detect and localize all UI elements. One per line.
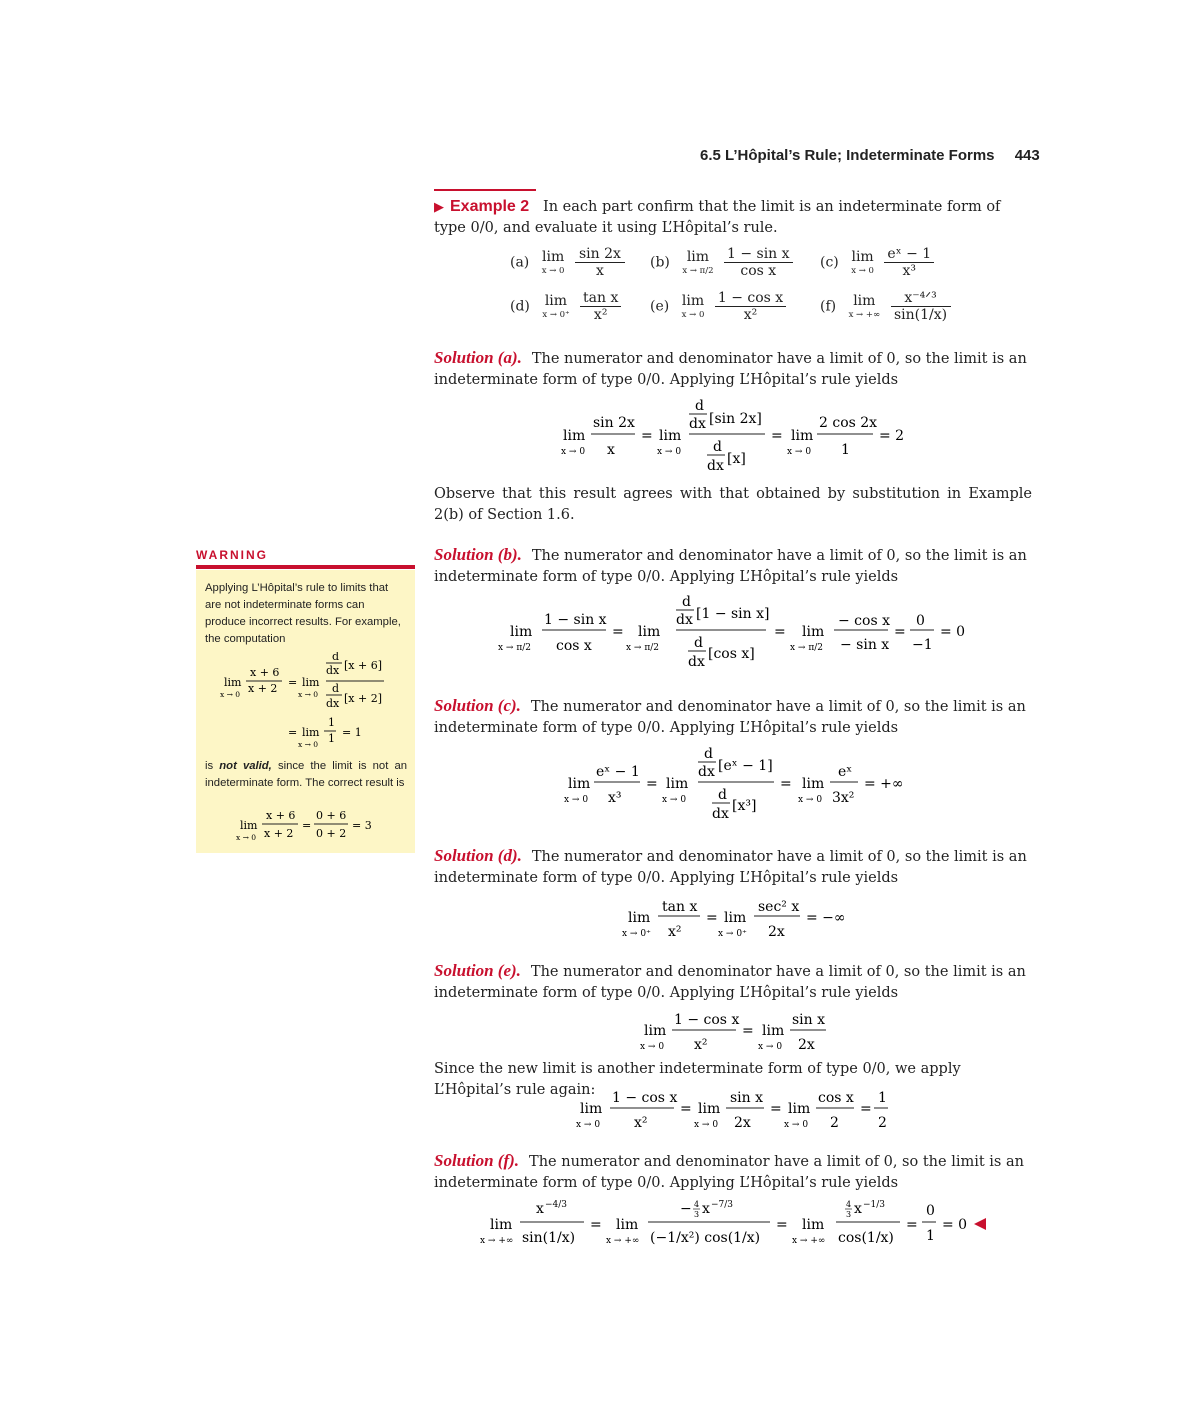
example-text: In each part confirm that the limit is an indeterminate form of type 0/0, and evaluate it using L’Hôpital’s rule.	[434, 199, 1001, 236]
svg-text:lim: lim	[638, 624, 661, 640]
svg-text:=: =	[641, 428, 653, 444]
svg-text:x²: x²	[634, 1115, 648, 1131]
svg-text:x → +∞: x → +∞	[480, 1236, 514, 1246]
svg-text:[cos x]: [cos x]	[708, 646, 755, 662]
svg-text:=: =	[776, 1217, 788, 1233]
svg-text:lim: lim	[788, 1101, 811, 1117]
svg-text:x → 0: x → 0	[561, 447, 586, 457]
equation-c	[560, 744, 920, 828]
svg-text:0: 0	[926, 1203, 935, 1219]
svg-text:[sin 2x]: [sin 2x]	[709, 411, 762, 427]
solution-body: The numerator and denominator have a limit of 0, so the limit is an indeterminate form of type 0/0. Applying L’Hôpital’s rule yields	[434, 351, 1027, 388]
svg-text:= 2: = 2	[879, 428, 905, 444]
svg-text:=: =	[646, 776, 658, 792]
warning-title: WARNING	[196, 548, 268, 562]
svg-text:x + 2: x + 2	[264, 827, 294, 840]
svg-text:eˣ: eˣ	[838, 764, 853, 780]
part-tag: (a)	[510, 254, 530, 271]
part-tag: (f)	[820, 298, 837, 315]
svg-text:lim: lim	[644, 1023, 667, 1039]
svg-text:1: 1	[328, 732, 335, 745]
again-text: Since the new limit is another indeterminate form of type 0/0, we apply L’Hôpital’s rule again:	[434, 1061, 961, 1098]
part-tag: (b)	[650, 254, 670, 271]
svg-text:− cos x: − cos x	[838, 613, 890, 629]
svg-text:d: d	[682, 594, 691, 610]
svg-text:x → +∞: x → +∞	[792, 1236, 826, 1246]
svg-text:lim: lim	[563, 428, 586, 444]
page-number: 443	[1014, 147, 1040, 164]
solution-e-text	[434, 960, 1032, 1004]
part-a: (a) lim x → 0 $\frac{\sin 2x}{x}$	[510, 246, 625, 279]
solution-d-text	[434, 845, 1032, 889]
svg-text:lim: lim	[616, 1217, 639, 1233]
svg-text:dx: dx	[689, 416, 706, 432]
svg-text:x → 0: x → 0	[657, 447, 682, 457]
equation-f	[480, 1198, 1000, 1250]
svg-text:2x: 2x	[768, 924, 785, 940]
solution-a-text	[434, 347, 1032, 391]
svg-text:x³: x³	[608, 790, 622, 806]
svg-text:=: =	[590, 1217, 602, 1233]
denominator: x	[595, 263, 604, 279]
svg-text:sin x: sin x	[730, 1090, 764, 1106]
svg-text:x → π/2: x → π/2	[790, 643, 824, 653]
svg-text:lim: lim	[490, 1217, 513, 1233]
svg-text:lim: lim	[659, 428, 682, 444]
svg-text:dx: dx	[712, 806, 729, 822]
svg-text:tan x: tan x	[662, 899, 698, 915]
svg-text:[x³]: [x³]	[732, 798, 757, 814]
svg-text:0 + 6: 0 + 6	[316, 810, 347, 822]
svg-text:= +∞: = +∞	[864, 776, 904, 792]
svg-text:1: 1	[878, 1090, 887, 1106]
svg-text:d: d	[718, 787, 727, 803]
svg-text:x → 0: x → 0	[784, 1120, 809, 1130]
svg-text:=: =	[906, 1217, 918, 1233]
svg-text:− sin x: − sin x	[840, 637, 890, 653]
warning-equation-2	[236, 810, 386, 848]
svg-text:3: 3	[694, 1210, 700, 1219]
triangle-marker-icon: ▶	[434, 200, 444, 215]
svg-text:= 3: = 3	[352, 819, 372, 832]
svg-text:=: =	[860, 1101, 872, 1117]
svg-text:x: x	[536, 1201, 544, 1217]
example-rule	[434, 189, 536, 191]
svg-text:=: =	[302, 819, 312, 832]
numerator: eˣ − 1	[884, 246, 934, 263]
svg-text:cos(1/x): cos(1/x)	[838, 1230, 894, 1246]
solution-f-text	[434, 1150, 1032, 1194]
solution-label: Solution (c).	[434, 696, 521, 715]
svg-text:[eˣ − 1]: [eˣ − 1]	[718, 758, 773, 774]
svg-text:1 − cos x: 1 − cos x	[674, 1012, 740, 1028]
svg-text:x + 2: x + 2	[248, 682, 278, 695]
svg-text:2: 2	[830, 1115, 839, 1131]
part-tag: (d)	[510, 298, 530, 315]
warning-equation-1	[218, 652, 408, 754]
numerator: 1 − sin x	[724, 246, 793, 263]
equation-b	[498, 592, 978, 676]
solution-label: Solution (f).	[434, 1151, 520, 1170]
svg-text:= 0: = 0	[940, 624, 966, 640]
example-parts	[510, 246, 1030, 332]
svg-text:1: 1	[926, 1228, 935, 1244]
solution-b-text	[434, 544, 1032, 588]
equation-d	[620, 894, 860, 942]
limit-sub: x → 0	[541, 265, 565, 276]
warning-text-post: since the limit is not an indeterminate form. The correct result is	[205, 760, 408, 789]
svg-text:x + 6: x + 6	[250, 666, 280, 679]
limit-sub: x → π/2	[682, 265, 714, 276]
svg-text:cos x: cos x	[818, 1090, 854, 1106]
svg-text:cos x: cos x	[556, 638, 592, 654]
svg-text:[x + 6]: [x + 6]	[344, 659, 382, 672]
solution-body: The numerator and denominator have a limit of 0, so the limit is an indeterminate form of type 0/0. Applying L’Hôpital’s rule yields	[434, 699, 1026, 736]
svg-text:4: 4	[694, 1200, 700, 1209]
equation-a	[555, 396, 915, 478]
denominator: x²	[593, 307, 608, 323]
solution-label: Solution (b).	[434, 545, 522, 564]
numerator: tan x	[580, 290, 621, 307]
svg-text:−: −	[680, 1201, 692, 1217]
svg-text:= 0: = 0	[942, 1217, 968, 1233]
svg-text:x → 0: x → 0	[576, 1120, 601, 1130]
warning-emphasis: not valid,	[219, 760, 272, 772]
svg-text:=: =	[288, 676, 298, 689]
denominator: sin(1/x)	[893, 307, 948, 323]
svg-text:dx: dx	[707, 458, 724, 474]
svg-text:x: x	[607, 442, 615, 458]
svg-text:0: 0	[916, 613, 925, 629]
svg-text:[x + 2]: [x + 2]	[344, 692, 382, 705]
svg-text:−4/3: −4/3	[545, 1200, 568, 1210]
solution-c-text	[434, 695, 1032, 739]
svg-text:x → 0: x → 0	[298, 740, 319, 749]
svg-text:d: d	[332, 682, 340, 695]
solution-label: Solution (a).	[434, 348, 522, 367]
part-b: (b) lim x → π/2 $\frac{\text{1 − sin x}}{\text{cos x}}$	[650, 246, 793, 279]
warning-bar	[196, 565, 415, 569]
svg-text:=: =	[680, 1101, 692, 1117]
limit-sub: x → 0⁺	[542, 309, 570, 320]
svg-text:1: 1	[841, 442, 850, 458]
svg-text:x → 0: x → 0	[298, 690, 319, 699]
numerator: 1 − cos x	[715, 290, 786, 307]
svg-text:lim: lim	[510, 624, 533, 640]
example-intro	[434, 196, 1034, 239]
warning-text-pre: is	[205, 760, 214, 772]
end-of-example-icon	[974, 1218, 986, 1230]
svg-text:4: 4	[846, 1200, 852, 1209]
svg-text:lim: lim	[802, 776, 825, 792]
part-e: (e) lim x → 0 $\frac{\text{1 − cos x}}{\text{x²}}$	[650, 290, 786, 323]
solution-body: The numerator and denominator have a limit of 0, so the limit is an indeterminate form of type 0/0. Applying L’Hôpital’s rule yields	[434, 964, 1026, 1001]
svg-text:lim: lim	[628, 910, 651, 926]
svg-text:1 − cos x: 1 − cos x	[612, 1090, 678, 1106]
example-label: Example 2	[450, 198, 530, 215]
equation-e2	[576, 1086, 896, 1134]
svg-text:lim: lim	[724, 910, 747, 926]
svg-text:=: =	[612, 624, 624, 640]
svg-text:x → 0: x → 0	[220, 690, 241, 699]
section-title: 6.5 L’Hôpital’s Rule; Indeterminate Forms	[700, 147, 995, 164]
limit-sub: x → 0	[681, 309, 705, 320]
svg-text:lim: lim	[791, 428, 814, 444]
svg-text:x → 0: x → 0	[564, 795, 589, 805]
svg-text:d: d	[704, 746, 713, 762]
svg-text:=: =	[706, 910, 718, 926]
svg-text:=: =	[288, 726, 298, 739]
svg-text:x: x	[854, 1201, 862, 1217]
svg-text:=: =	[770, 1101, 782, 1117]
svg-text:2x: 2x	[734, 1115, 751, 1131]
svg-text:x → 0: x → 0	[662, 795, 687, 805]
denominator: x²	[743, 307, 758, 323]
svg-text:=: =	[742, 1023, 754, 1039]
limit-sub: x → +∞	[848, 309, 881, 320]
svg-text:x → 0⁺: x → 0⁺	[622, 929, 651, 939]
svg-text:= −∞: = −∞	[806, 910, 846, 926]
part-c: (c) lim x → 0 $\frac{\text{eˣ − 1}}{\text{x³}}$	[820, 246, 934, 279]
solution-body: The numerator and denominator have a limit of 0, so the limit is an indeterminate form of type 0/0. Applying L’Hôpital’s rule yields	[434, 849, 1027, 886]
svg-text:x → +∞: x → +∞	[606, 1236, 640, 1246]
part-f: (f) lim x → +∞ $\frac{\text{x⁻⁴ᐟ³}}{\sin(1/x)}$	[820, 290, 951, 323]
numerator: sin 2x	[575, 246, 625, 263]
svg-text:sin x: sin x	[792, 1012, 826, 1028]
svg-text:x²: x²	[668, 924, 682, 940]
solution-body: The numerator and denominator have a limit of 0, so the limit is an indeterminate form of type 0/0. Applying L’Hôpital’s rule yields	[434, 548, 1027, 585]
svg-text:lim: lim	[802, 624, 825, 640]
svg-text:d: d	[713, 439, 722, 455]
svg-text:lim: lim	[580, 1101, 603, 1117]
svg-text:lim: lim	[240, 819, 258, 832]
equation-e1	[636, 1008, 836, 1056]
svg-text:1 − sin x: 1 − sin x	[544, 612, 607, 628]
warning-box	[196, 570, 415, 853]
svg-text:x → 0: x → 0	[236, 833, 257, 842]
svg-text:d: d	[694, 635, 703, 651]
svg-text:lim: lim	[698, 1101, 721, 1117]
svg-text:sin(1/x): sin(1/x)	[522, 1230, 576, 1246]
solution-body: The numerator and denominator have a limit of 0, so the limit is an indeterminate form of type 0/0. Applying L’Hôpital’s rule yields	[434, 1154, 1024, 1191]
svg-text:(−1/x²) cos(1/x): (−1/x²) cos(1/x)	[650, 1230, 761, 1246]
solution-label: Solution (e).	[434, 961, 521, 980]
svg-text:lim: lim	[302, 726, 320, 739]
svg-text:x → π/2: x → π/2	[626, 643, 660, 653]
svg-text:d: d	[695, 398, 704, 414]
svg-text:x → 0: x → 0	[640, 1042, 665, 1052]
svg-text:2 cos 2x: 2 cos 2x	[819, 415, 878, 431]
svg-text:−1: −1	[912, 637, 933, 653]
numerator: x⁻⁴ᐟ³	[891, 290, 951, 307]
svg-text:x → 0⁺: x → 0⁺	[718, 929, 747, 939]
solution-label: Solution (d).	[434, 846, 522, 865]
svg-text:2x: 2x	[798, 1037, 815, 1053]
denominator: x³	[902, 263, 917, 279]
warning-paragraph-2	[205, 758, 407, 792]
svg-text:x → 0: x → 0	[798, 795, 823, 805]
running-header	[700, 147, 1040, 164]
svg-text:lim: lim	[302, 676, 320, 689]
svg-text:x → 0: x → 0	[787, 447, 812, 457]
svg-text:1: 1	[328, 716, 335, 729]
svg-text:dx: dx	[326, 697, 340, 710]
svg-text:d: d	[332, 652, 340, 663]
svg-text:x → 0: x → 0	[694, 1120, 719, 1130]
part-tag: (c)	[820, 254, 839, 271]
denominator: cos x	[740, 263, 777, 279]
svg-text:dx: dx	[688, 654, 705, 670]
svg-text:[1 − sin x]: [1 − sin x]	[696, 606, 770, 622]
svg-text:lim: lim	[762, 1023, 785, 1039]
svg-text:dx: dx	[698, 764, 715, 780]
svg-text:dx: dx	[676, 612, 693, 628]
svg-text:sin 2x: sin 2x	[593, 415, 635, 431]
svg-text:−7/3: −7/3	[711, 1200, 734, 1210]
svg-text:lim: lim	[224, 676, 242, 689]
svg-text:lim: lim	[802, 1217, 825, 1233]
svg-text:3: 3	[846, 1210, 852, 1219]
part-tag: (e)	[650, 298, 670, 315]
svg-text:=: =	[780, 776, 792, 792]
svg-text:x: x	[702, 1201, 710, 1217]
svg-text:[x]: [x]	[727, 451, 746, 467]
svg-text:=: =	[774, 624, 786, 640]
svg-text:=: =	[771, 428, 783, 444]
svg-text:−1/3: −1/3	[863, 1200, 886, 1210]
svg-text:lim: lim	[568, 776, 591, 792]
limit-sub: x → 0	[851, 265, 874, 276]
svg-text:3x²: 3x²	[832, 790, 855, 806]
svg-text:x + 6: x + 6	[266, 810, 296, 822]
svg-text:x → π/2: x → π/2	[498, 643, 532, 653]
svg-text:2: 2	[878, 1115, 887, 1131]
svg-text:x → 0: x → 0	[758, 1042, 783, 1052]
warning-paragraph-1: Applying L’Hôpital’s rule to limits that are not indeterminate forms can produce incorrect results. For example, the computation	[205, 582, 401, 645]
svg-text:eˣ − 1: eˣ − 1	[596, 764, 640, 780]
svg-text:sec² x: sec² x	[758, 899, 800, 915]
svg-text:=: =	[894, 624, 906, 640]
svg-text:x²: x²	[694, 1037, 708, 1053]
part-d: (d) lim x → 0⁺ $\frac{\text{tan x}}{\text{x²}}$	[510, 290, 621, 323]
svg-text:dx: dx	[326, 664, 340, 677]
svg-text:lim: lim	[666, 776, 689, 792]
svg-text:0 + 2: 0 + 2	[316, 827, 347, 840]
svg-text:= 1: = 1	[342, 726, 362, 739]
observe-text: Observe that this result agrees with that obtained by substitution in Example 2(b) of Section 1.6.	[434, 486, 1032, 523]
